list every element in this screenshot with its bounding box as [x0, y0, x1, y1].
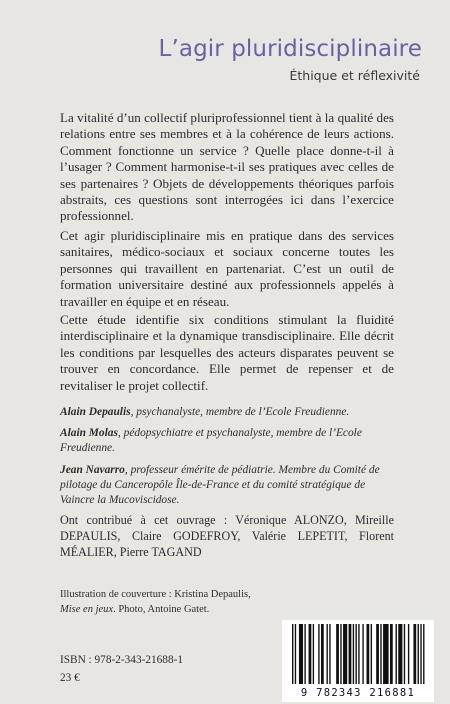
barcode-bar [420, 624, 421, 684]
author-description: , professeur émérite de pédiatrie. Membre du Comité de pilotage du Canceropôle Île-de-France et du comité stratégique de Vaincre la Mucoviscidose. [60, 464, 380, 507]
barcode-bar [321, 624, 324, 684]
blurb-paragraph-1: La vitalité d’un collectif pluriprofessionnel tient à la qualité des relations entre ses membres et à la cohérence de leurs actions. Comment fonctionne un service ? Quelle place donne-t-il à l’usager ? Comment harmonise-t-il ses pratiques avec celles de ses partenaires ? Objets de développements théoriques parfois abstraits, ces questions sont interrogées ici dans l’exercice professionnel. [60, 110, 394, 224]
author-bio-2 [60, 426, 396, 456]
barcode-bar [292, 624, 293, 684]
barcode-bar [313, 624, 314, 684]
barcode-bar [343, 624, 347, 684]
barcode-number: 9 782343 216881 [300, 687, 416, 699]
isbn: ISBN : 978-2-343-21688-1 [60, 654, 184, 666]
barcode-bar [295, 624, 296, 684]
barcode-bar [309, 624, 312, 684]
barcode-bar [340, 624, 341, 684]
credit-line-2 [60, 603, 290, 618]
barcode-bar [380, 624, 381, 684]
barcode-bar [383, 624, 389, 684]
barcode-bar [404, 624, 405, 684]
barcode-bar [349, 624, 352, 684]
barcode-bar [304, 624, 305, 684]
credit-line-1: Illustration de couverture : Kristina Depaulis, [60, 589, 251, 600]
author-name: Alain Depaulis [60, 406, 131, 418]
credit-work-title: Mise en jeux [60, 603, 114, 615]
barcode-bar [376, 624, 379, 684]
blurb-paragraph-3: Cette étude identifie six conditions stimulant la fluidité interdisciplinaire et la dynamique transdisciplinaire. Elle décrit les conditions par lesquelles des acteurs disparates peuvent se trouver en concordance. Elle permet de repenser et de revitaliser le projet collectif. [60, 312, 394, 393]
barcode-bar [390, 624, 393, 684]
barcode-bar [396, 624, 397, 684]
barcode-bar [398, 624, 402, 684]
barcode-bar [418, 624, 419, 684]
cover-credit [60, 588, 290, 617]
barcode-bar [355, 624, 356, 684]
author-name: Alain Molas [60, 427, 118, 439]
barcode-bar [336, 624, 339, 684]
barcode-bars [290, 624, 426, 686]
barcode-bar [318, 624, 319, 684]
barcode-bar [362, 624, 363, 684]
barcode-bar [413, 624, 416, 684]
barcode-bar [329, 624, 330, 684]
barcode-bar [353, 624, 354, 684]
barcode-bar [327, 624, 328, 684]
author-name: Jean Navarro [60, 464, 125, 476]
barcode [282, 620, 434, 702]
author-description: , psychanalyste, membre de l’Ecole Freudienne. [130, 406, 350, 418]
author-bio-3 [60, 463, 396, 509]
book-subtitle: Éthique et réflexivité [289, 68, 420, 83]
barcode-bar [408, 624, 409, 684]
barcode-bar [299, 624, 303, 684]
author-description: , pédopsychiatre et psychanalyste, membre de l’Ecole Freudienne. [60, 427, 362, 455]
barcode-bar [423, 624, 424, 684]
contributors-list: Ont contribué à cet ouvrage : Véronique ALONZO, Mireille DEPAULIS, Claire GODEFROY, Valérie LEPETIT, Florent MÉALIER, Pierre TAGAND [60, 513, 394, 559]
barcode-bar [367, 624, 370, 684]
author-bio-1 [60, 405, 396, 420]
price: 23 € [60, 672, 80, 684]
barcode-bar [358, 624, 359, 684]
blurb-paragraph-2: Cet agir pluridisciplinaire mis en pratique dans des services sanitaires, médico-sociaux et sociaux concerne toutes les personnes qui travaillent en partenariat. C’est un outil de formation universitaire destiné aux professionnels appelés à travailler en équipe et en réseau. [60, 228, 394, 309]
barcode-bar [371, 624, 372, 684]
book-title: L’agir pluridisciplinaire [158, 36, 422, 62]
credit-photo: . Photo, Antoine Gatet. [113, 603, 210, 615]
